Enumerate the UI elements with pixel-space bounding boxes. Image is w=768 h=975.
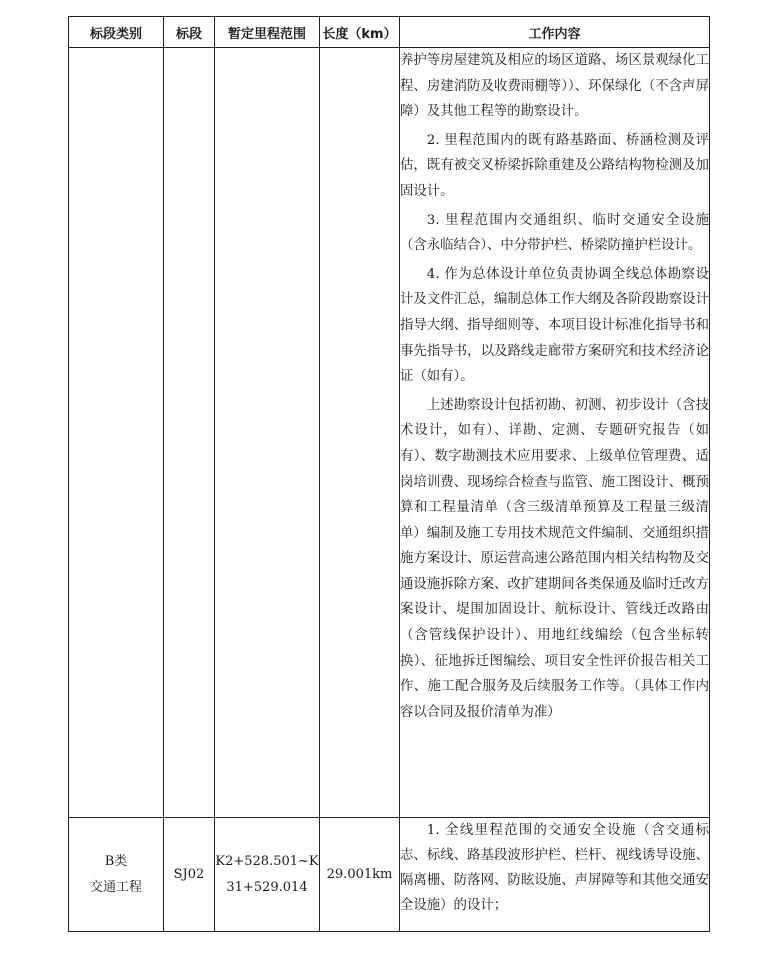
content-paragraph: 上述勘察设计包括初勘、初测、初步设计（含技术设计，如有）、详勘、定测、专题研究报告（如有）、数字勘测技术应用要求、上级单位管理费、适岗培训费、现场综合检查与监管、施工图设计、概预算和工程量清单（含三级清单预算及工程量三级清单）编制及施工专用技术规范文件编制、交通组织措施方案设计、原运营高速公路范围内相关结构物及交通设施拆除方案、改扩建期间各类保通及临时迁改方案设计、堤围加固设计、航标设计、管线迁改路由（含管线保护设计）、用地红线编绘（包含坐标转换）、征地拆迁图编绘、项目安全性评价报告相关工作、施工配合服务及后续服务工作等。（具体工作内容以合同及报价清单为准） xyxy=(400,397,709,720)
category-code: B类 xyxy=(104,853,128,869)
work-scope-table xyxy=(68,16,710,932)
header-section: 标段 xyxy=(164,17,215,48)
section-cell: SJ02 xyxy=(164,818,215,932)
content-paragraph: 1. 全线里程范围的交通安全设施（含交通标志、标线、路基段波形护栏、栏杆、视线诱导设施、隔离栅、防落网、防眩设施、声屏障等和其他交通安全设施）的设计； xyxy=(400,823,709,913)
category-cell xyxy=(69,48,164,818)
mileage-start: K2+528.501~K xyxy=(215,853,319,869)
content-paragraph: 2. 里程范围内的既有路基路面、桥涵检测及评估，既有被交叉桥梁拆除重建及公路结构物检测及加固设计。 xyxy=(400,132,709,199)
mileage-cell xyxy=(215,48,320,818)
category-cell xyxy=(69,818,164,932)
category-name: 交通工程 xyxy=(89,879,142,895)
mileage-cell xyxy=(215,818,320,932)
table-row xyxy=(69,818,710,932)
table-header-row xyxy=(69,17,710,48)
table-row xyxy=(69,48,710,818)
length-cell: 29.001km xyxy=(320,818,400,932)
length-cell xyxy=(320,48,400,818)
header-work-content: 工作内容 xyxy=(400,17,710,48)
header-length: 长度（km） xyxy=(320,17,400,48)
content-paragraph: 4. 作为总体设计单位负责协调全线总体勘察设计及文件汇总，编制总体工作大纲及各阶段勘察设计指导大纲、指导细则等、本项目设计标准化指导书和事先指导书，以及路线走廊带方案研究和技术经济论证（如有）。 xyxy=(400,266,709,385)
content-paragraph: 3. 里程范围内交通组织、临时交通安全设施（含永临结合）、中分带护栏、桥梁防撞护栏设计。 xyxy=(400,212,709,254)
content-paragraph: 养护等房屋建筑及相应的场区道路、场区景观绿化工程、房建消防及收费雨棚等））、环保绿化（不含声屏障）及其他工程等的勘察设计。 xyxy=(400,53,709,120)
section-cell xyxy=(164,48,215,818)
header-mileage: 暂定里程范围 xyxy=(215,17,320,48)
work-content-cell xyxy=(400,818,710,932)
header-category: 标段类别 xyxy=(69,17,164,48)
mileage-end: 31+529.014 xyxy=(226,879,308,895)
work-content-cell xyxy=(400,48,710,818)
